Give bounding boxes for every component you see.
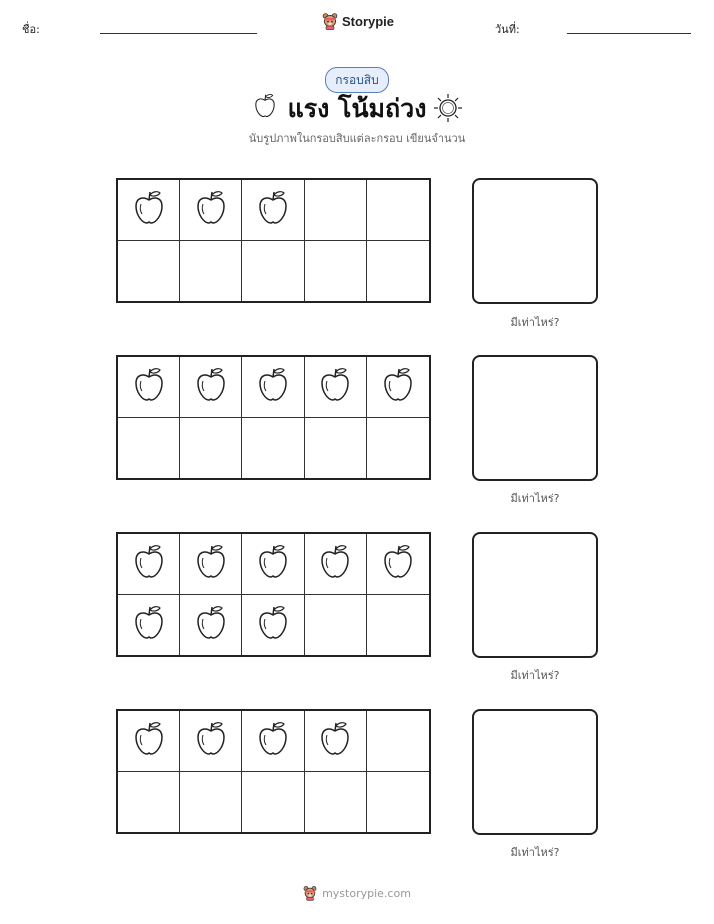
frame-cell xyxy=(305,711,367,772)
frame-cell xyxy=(180,180,242,241)
frame-cell xyxy=(180,711,242,772)
brand-name: Storypie xyxy=(342,13,395,29)
question-label-1: มีเท่าไหร่? xyxy=(510,316,560,329)
apple-icon xyxy=(318,720,352,762)
frame-cell xyxy=(118,772,180,833)
ten-frame-3 xyxy=(116,532,431,657)
question-label-2: มีเท่าไหร่? xyxy=(510,492,560,505)
frame-cell xyxy=(305,180,367,241)
apple-icon xyxy=(256,543,290,585)
frame-cell xyxy=(180,357,242,418)
frame-cell xyxy=(118,357,180,418)
frame-cell xyxy=(242,595,304,656)
frame-cell xyxy=(242,357,304,418)
apple-icon xyxy=(318,543,352,585)
frame-cell xyxy=(367,241,429,302)
frame-cell xyxy=(180,772,242,833)
sun-icon xyxy=(433,93,463,123)
frame-cell xyxy=(118,180,180,241)
frame-cell xyxy=(242,772,304,833)
apple-icon xyxy=(194,366,228,408)
frame-cell xyxy=(305,534,367,595)
ten-frame-1 xyxy=(116,178,431,303)
frame-cell xyxy=(305,241,367,302)
bear-icon xyxy=(303,885,317,901)
apple-icon xyxy=(132,720,166,762)
frame-cell xyxy=(367,534,429,595)
frame-cell xyxy=(118,241,180,302)
bear-icon xyxy=(322,12,338,30)
frame-cell xyxy=(242,534,304,595)
frame-cell xyxy=(180,418,242,479)
apple-icon xyxy=(132,604,166,646)
question-label-3: มีเท่าไหร่? xyxy=(510,669,560,682)
apple-icon xyxy=(132,189,166,231)
answer-box-4[interactable] xyxy=(472,709,598,835)
frame-cell xyxy=(118,595,180,656)
frame-cell xyxy=(242,241,304,302)
apple-icon xyxy=(194,189,228,231)
instructions: นับรูปภาพในกรอบสิบแต่ละกรอบ เขียนจำนวน xyxy=(248,132,466,145)
apple-icon xyxy=(256,720,290,762)
frame-cell xyxy=(367,711,429,772)
apple-icon xyxy=(381,366,415,408)
frame-cell xyxy=(367,595,429,656)
frame-cell xyxy=(367,180,429,241)
frame-cell xyxy=(305,772,367,833)
name-line[interactable] xyxy=(100,33,257,34)
apple-icon xyxy=(194,604,228,646)
frame-cell xyxy=(180,534,242,595)
frame-cell xyxy=(367,357,429,418)
frame-cell xyxy=(367,772,429,833)
question-label-4: มีเท่าไหร่? xyxy=(510,846,560,859)
frame-cell xyxy=(118,418,180,479)
apple-icon xyxy=(381,543,415,585)
answer-box-3[interactable] xyxy=(472,532,598,658)
frame-cell xyxy=(367,418,429,479)
name-label: ชื่อ: xyxy=(22,23,40,36)
frame-cell xyxy=(242,418,304,479)
apple-icon xyxy=(256,366,290,408)
apple-icon xyxy=(256,604,290,646)
footer xyxy=(0,885,714,901)
frame-cell xyxy=(118,711,180,772)
frame-cell xyxy=(242,711,304,772)
frame-cell xyxy=(305,357,367,418)
frame-cell xyxy=(180,595,242,656)
frame-cell xyxy=(118,534,180,595)
apple-icon xyxy=(256,189,290,231)
apple-icon xyxy=(132,366,166,408)
frame-grid xyxy=(118,711,429,832)
frame-grid xyxy=(118,180,429,301)
topic-badge: กรอบสิบ xyxy=(325,67,389,93)
frame-grid xyxy=(118,357,429,478)
apple-icon xyxy=(194,720,228,762)
answer-box-2[interactable] xyxy=(472,355,598,481)
frame-cell xyxy=(242,180,304,241)
answer-box-1[interactable] xyxy=(472,178,598,304)
frame-cell xyxy=(305,595,367,656)
apple-icon xyxy=(132,543,166,585)
apple-icon xyxy=(318,366,352,408)
date-line[interactable] xyxy=(567,33,691,34)
footer-url: mystorypie.com xyxy=(322,886,411,900)
ten-frame-4 xyxy=(116,709,431,834)
apple-icon xyxy=(194,543,228,585)
ten-frame-2 xyxy=(116,355,431,480)
page-title: แรง โน้มถ่วง xyxy=(287,94,427,123)
frame-grid xyxy=(118,534,429,655)
brand-logo xyxy=(322,12,394,30)
frame-cell xyxy=(305,418,367,479)
frame-cell xyxy=(180,241,242,302)
date-label: วันที่: xyxy=(495,23,520,36)
